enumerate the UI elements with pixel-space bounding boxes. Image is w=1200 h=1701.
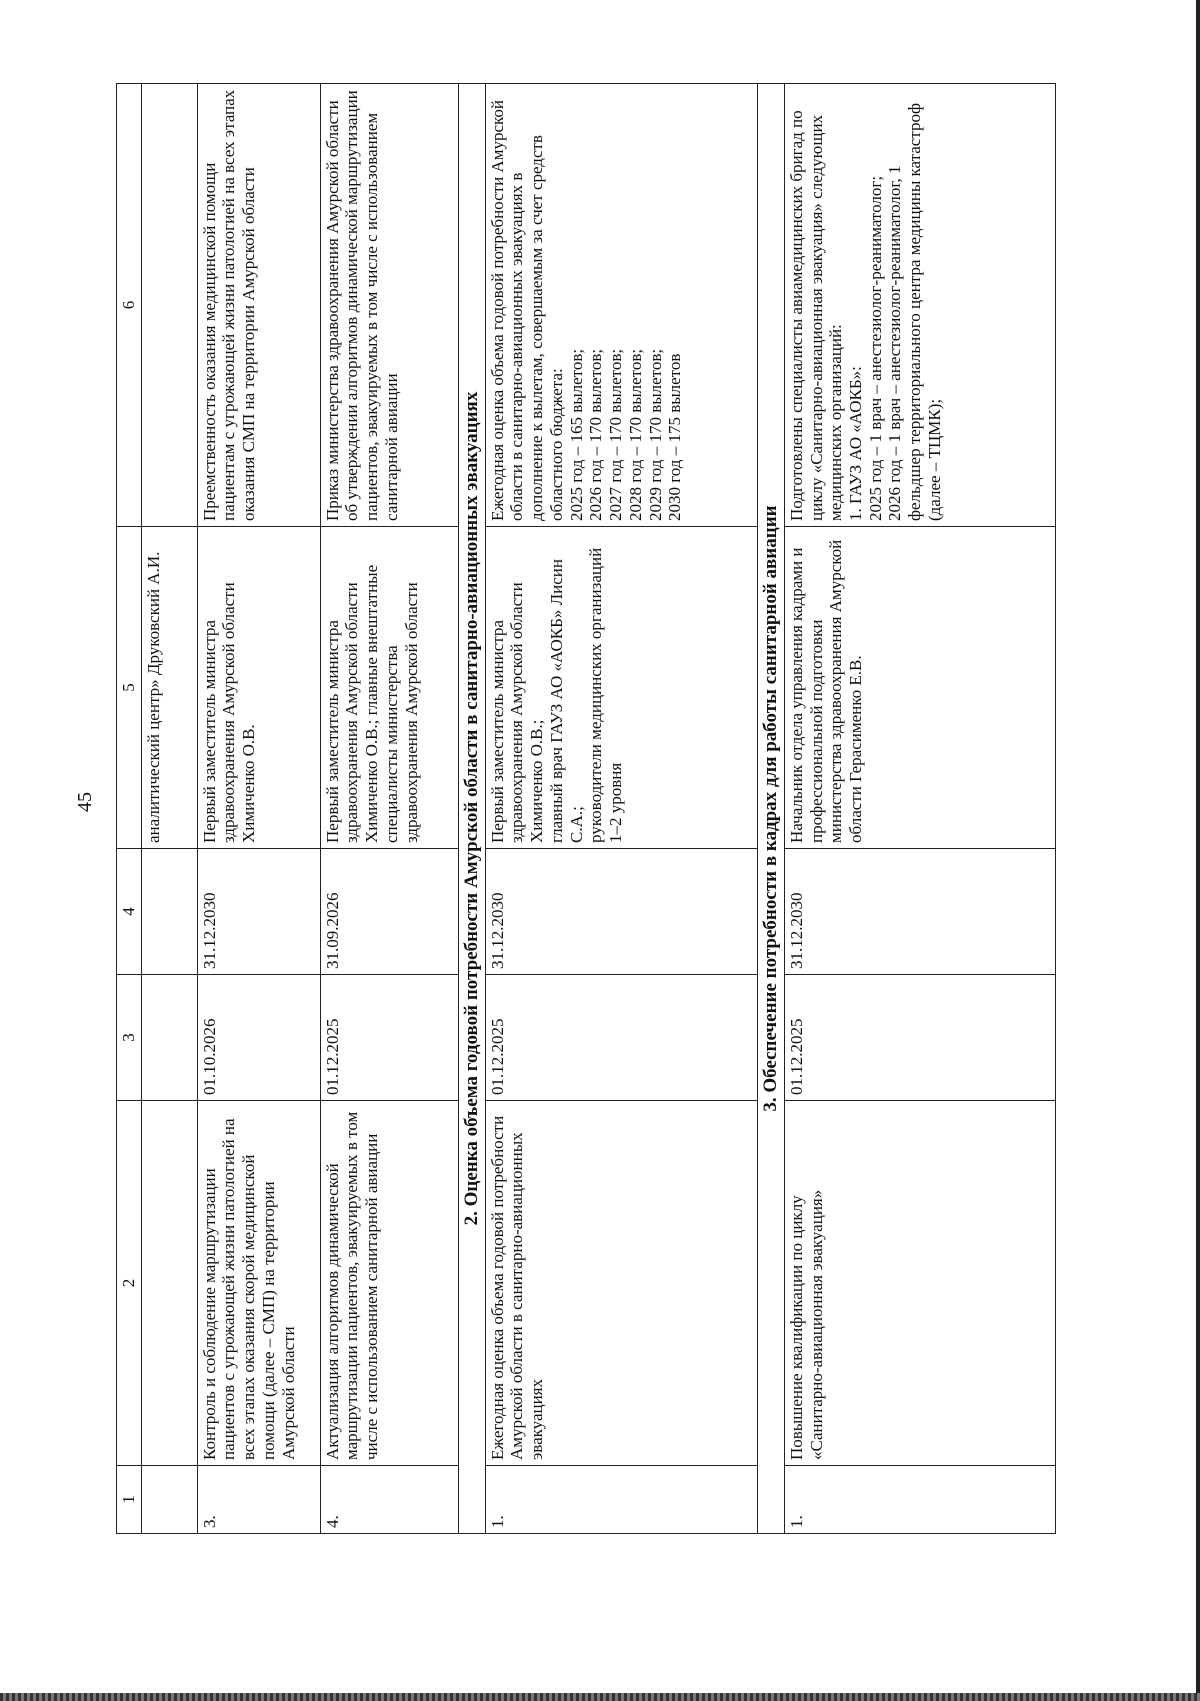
- cell-end: 31.12.2030: [197, 849, 320, 975]
- scan-edge-right: [1196, 0, 1200, 1701]
- result-line: 2026 год – 1 врач – анестезиолог-реаниматолог, 1 фельдшер территориального центра медицины катастроф (далее – ТЦМК);: [885, 103, 944, 521]
- cell-end: 31.09.2026: [320, 849, 458, 975]
- result-line: 2029 год – 170 вылетов;: [645, 348, 665, 521]
- cell-responsible: Первый заместитель министра здравоохранения Амурской области Химиченко О.В.: [197, 527, 320, 849]
- header-cell: 1: [117, 1466, 142, 1534]
- header-cell: 2: [117, 1101, 142, 1466]
- cell-responsible: Первый заместитель министра здравоохранения Амурской области Химиченко О.В.; главные внештатные специалисты министерства здравоохранения Амурской области: [320, 527, 458, 849]
- cell-result: Преемственность оказания медицинской помощи пациентам с угрожающей жизни патологией на всех этапах оказания СМП на территории Амурской области: [197, 84, 320, 527]
- cell-start: [141, 975, 197, 1101]
- result-line: Подготовлены специалисты авиамедицинских бригад по циклу «Санитарно-авиационная эвакуация» следующих медицинских организаций:: [786, 110, 846, 521]
- section-row: [757, 84, 784, 1534]
- cell-end: 31.12.2030: [485, 849, 757, 975]
- cell-result: [485, 84, 757, 527]
- cell-end: [141, 849, 197, 975]
- cell-result: Приказ министерства здравоохранения Амурской области об утверждении алгоритмов динамической маршрутизации пациентов, эвакуируемых в том числе с использованием санитарной авиации: [320, 84, 458, 527]
- table-row: [784, 84, 1055, 1534]
- cell-event: Повышение квалификации по циклу «Санитарно-авиационная эвакуация»: [784, 1101, 1055, 1466]
- result-line: 2028 год – 170 вылетов;: [625, 348, 645, 521]
- cell-responsible: аналитический центр» Друковский А.И.: [141, 527, 197, 849]
- result-line: 2025 год – 165 вылетов;: [566, 348, 586, 521]
- cell-result: [141, 84, 197, 527]
- result-line: Ежегодная оценка объема годовой потребности Амурской области в санитарно-авиационных эвакуациях в дополнение к вылетам, совершаемым за счет средств областного бюджета:: [487, 100, 566, 521]
- result-line: 2030 год – 175 вылетов: [665, 353, 685, 521]
- cell-start: 01.10.2026: [197, 975, 320, 1101]
- page-number: 45: [74, 792, 96, 812]
- header-cell: 6: [117, 84, 142, 527]
- section-row: [458, 84, 485, 1534]
- plan-table: [116, 83, 1056, 1534]
- result-line: 2027 год – 170 вылетов;: [606, 348, 626, 521]
- header-cell: 3: [117, 975, 142, 1101]
- result-line: 2026 год – 170 вылетов;: [586, 348, 606, 521]
- cell-num: 1.: [485, 1466, 757, 1534]
- table-row: [485, 84, 757, 1534]
- header-cell: 4: [117, 849, 142, 975]
- cell-num: 3.: [197, 1466, 320, 1534]
- rotated-table-container: [116, 84, 1052, 1534]
- cell-result: [784, 84, 1055, 527]
- result-line: 2025 год – 1 врач – анестезиолог-реаниматолог;: [865, 175, 885, 521]
- scan-edge-bottom: [0, 1693, 1200, 1701]
- continuation-row: [141, 84, 197, 1534]
- cell-event: Актуализация алгоритмов динамической маршрутизации пациентов, эвакуируемых в том числе с использованием санитарной авиации: [320, 1101, 458, 1466]
- section-2-title: 2. Оценка объема годовой потребности Амурской области в санитарно-авиационных эвакуациях: [458, 84, 485, 1534]
- table-row: [197, 84, 320, 1534]
- cell-start: 01.12.2025: [784, 975, 1055, 1101]
- cell-event: Контроль и соблюдение маршрутизации пациентов с угрожающей жизни патологией на всех этапах оказания скорой медицинской помощи (далее – СМП) на территории Амурской области: [197, 1101, 320, 1466]
- cell-start: 01.12.2025: [320, 975, 458, 1101]
- cell-start: 01.12.2025: [485, 975, 757, 1101]
- responsible-line: главный врач ГАУЗ АО «АОКБ» Лисин С.А.;: [546, 559, 586, 843]
- cell-responsible: [485, 527, 757, 849]
- cell-num: 1.: [784, 1466, 1055, 1534]
- table-row: [320, 84, 458, 1534]
- cell-end: 31.12.2030: [784, 849, 1055, 975]
- cell-event: Ежегодная оценка объема годовой потребности Амурской области в санитарно-авиационных эвакуациях: [485, 1101, 757, 1466]
- cell-num: [141, 1466, 197, 1534]
- section-3-title: 3. Обеспечение потребности в кадрах для работы санитарной авиации: [757, 84, 784, 1534]
- header-row: [117, 84, 142, 1534]
- responsible-line: руководители медицинских организаций 1–2 уровня: [586, 547, 626, 843]
- cell-responsible: Начальник отдела управления кадрами и профессиональной подготовки министерства здравоохранения Амурской области Герасименко Е.В.: [784, 527, 1055, 849]
- cell-event: [141, 1101, 197, 1466]
- header-cell: 5: [117, 527, 142, 849]
- cell-num: 4.: [320, 1466, 458, 1534]
- responsible-line: Первый заместитель министра здравоохранения Амурской области Химиченко О.В.;: [487, 582, 547, 843]
- result-line: 1. ГАУЗ АО «АОКБ»:: [845, 366, 865, 521]
